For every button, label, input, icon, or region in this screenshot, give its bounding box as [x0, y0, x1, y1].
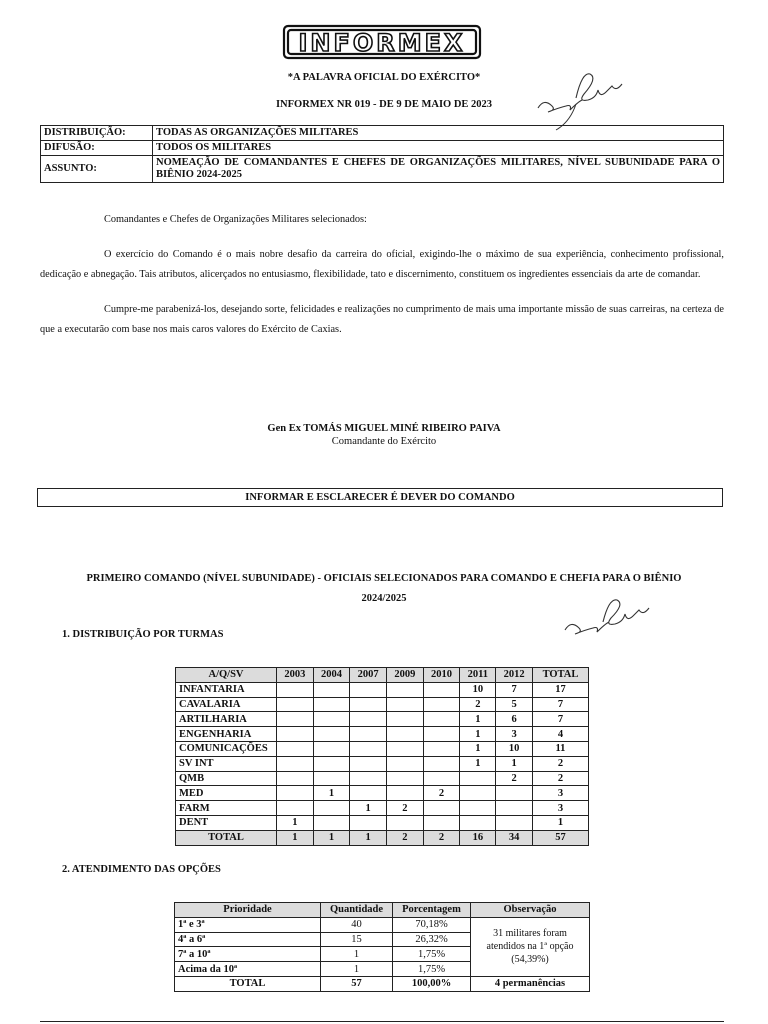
issue-line: INFORMEX NR 019 - DE 9 DE MAIO DE 2023	[275, 99, 493, 110]
table-cell	[277, 741, 314, 756]
table-cell	[313, 756, 350, 771]
row-label: ARTILHARIA	[176, 712, 277, 727]
table-cell	[387, 727, 424, 742]
column-header: 2004	[313, 668, 350, 683]
motto-box: INFORMAR E ESCLARECER É DEVER DO COMANDO	[37, 488, 723, 507]
table-cell: 7ª a 10ª	[175, 947, 321, 962]
table-cell	[350, 682, 387, 697]
section-title-line2: 2024/2025	[361, 593, 407, 604]
row-label: ENGENHARIA	[176, 727, 277, 742]
table-cell	[496, 786, 533, 801]
table-cell	[313, 727, 350, 742]
section-title-line1: PRIMEIRO COMANDO (NÍVEL SUBUNIDADE) - OFICIAIS SELECIONADOS PARA COMANDO E CHEFIA PARA O BIÊNIO	[86, 573, 682, 584]
table-cell: 70,18%	[393, 917, 471, 932]
table-cell	[350, 697, 387, 712]
column-header: 2010	[423, 668, 460, 683]
table-cell	[423, 801, 460, 816]
table-cell	[313, 712, 350, 727]
table-cell	[460, 786, 496, 801]
table-cell: 11	[532, 741, 588, 756]
row-label: QMB	[176, 771, 277, 786]
column-header: Porcentagem	[393, 903, 471, 918]
table-cell: 1	[313, 830, 350, 845]
table-row	[176, 741, 589, 756]
table-cell	[313, 801, 350, 816]
table-row	[175, 917, 590, 932]
table-cell: 40	[321, 917, 393, 932]
table-cell	[277, 801, 314, 816]
signature-mark	[563, 594, 653, 644]
table-cell	[423, 712, 460, 727]
table-row	[176, 815, 589, 830]
table-cell: 2	[460, 697, 496, 712]
table-cell	[423, 771, 460, 786]
table-cell	[277, 712, 314, 727]
table-cell: 6	[496, 712, 533, 727]
table-cell: 2	[532, 756, 588, 771]
table-cell	[277, 771, 314, 786]
table-cell: 16	[460, 830, 496, 845]
table-cell	[277, 727, 314, 742]
table-cell	[313, 741, 350, 756]
slogan: *A PALAVRA OFICIAL DO EXÉRCITO*	[287, 72, 481, 83]
table-cell: 1	[460, 712, 496, 727]
column-header: 2012	[496, 668, 533, 683]
table-cell: 1	[496, 756, 533, 771]
table-row	[176, 786, 589, 801]
row-label: COMUNICAÇÕES	[176, 741, 277, 756]
table-cell: 2	[387, 801, 424, 816]
letter-body	[40, 210, 724, 340]
table-header-row	[175, 903, 590, 918]
table-cell: 1	[277, 815, 314, 830]
table-row	[176, 712, 589, 727]
row-label: DENT	[176, 815, 277, 830]
subheading-turmas: 1. DISTRIBUIÇÃO POR TURMAS	[62, 629, 224, 640]
opcoes-table	[174, 902, 590, 992]
table-cell: 4ª a 6ª	[175, 932, 321, 947]
table-cell: 17	[532, 682, 588, 697]
table-cell: 26,32%	[393, 932, 471, 947]
meta-row-distribution	[41, 126, 724, 141]
table-cell: 1	[532, 815, 588, 830]
column-header: TOTAL	[532, 668, 588, 683]
table-cell: 4	[532, 727, 588, 742]
table-cell: 1	[313, 786, 350, 801]
column-header: A/Q/SV	[176, 668, 277, 683]
meta-value: TODAS AS ORGANIZAÇÕES MILITARES	[153, 126, 724, 141]
table-cell: 1	[350, 830, 387, 845]
meta-key: DIFUSÃO:	[41, 141, 153, 156]
signer-role: Comandante do Exército	[331, 436, 437, 447]
row-label: FARM	[176, 801, 277, 816]
column-header: Quantidade	[321, 903, 393, 918]
table-cell: 3	[532, 801, 588, 816]
table-cell	[313, 771, 350, 786]
signer-block	[0, 422, 768, 448]
column-header: 2007	[350, 668, 387, 683]
table-cell	[423, 741, 460, 756]
table-cell: 4 permanências	[471, 976, 590, 991]
table-cell: 1ª e 3ª	[175, 917, 321, 932]
table-cell: 10	[460, 682, 496, 697]
signer-name: Gen Ex TOMÁS MIGUEL MINÉ RIBEIRO PAIVA	[267, 423, 501, 434]
table-cell	[496, 815, 533, 830]
paragraph-1: O exercício do Comando é o mais nobre desafio da carreira do oficial, exigindo-lhe o máximo de sua experiência, conhecimento profissional, dedicação e abnegação. Tais atributos, alicerçados no entusiasmo, flexibilidade, tato e discernimento, constituem os ingredientes essenciais da arte de comandar.	[40, 249, 724, 280]
table-cell: 1	[350, 801, 387, 816]
table-cell	[350, 771, 387, 786]
table-cell	[460, 801, 496, 816]
table-row	[176, 682, 589, 697]
table-cell: 1,75%	[393, 962, 471, 977]
turmas-body	[176, 682, 589, 845]
observation-cell: 31 militares foram atendidos na 1ª opção (54,39%)	[471, 917, 590, 976]
table-cell: 1	[321, 947, 393, 962]
greeting: Comandantes e Chefes de Organizações Militares selecionados:	[104, 214, 367, 225]
logo-text: INFORMEX	[298, 29, 466, 57]
table-cell: 3	[496, 727, 533, 742]
table-cell: 57	[321, 976, 393, 991]
paragraph-2: Cumpre-me parabenizá-los, desejando sorte, felicidades e realizações no cumprimento de mais uma importante missão de suas carreiras, na certeza de que a executarão com base nos mais caros valores do Exército de Caxias.	[40, 304, 724, 335]
table-cell: 34	[496, 830, 533, 845]
table-cell	[423, 756, 460, 771]
row-label: SV INT	[176, 756, 277, 771]
table-row	[176, 771, 589, 786]
table-header-row	[176, 668, 589, 683]
table-cell: Acima da 10ª	[175, 962, 321, 977]
table-cell	[350, 741, 387, 756]
turmas-table	[175, 667, 589, 846]
table-cell	[350, 756, 387, 771]
table-cell: 2	[423, 786, 460, 801]
table-cell: 1	[460, 727, 496, 742]
meta-value: NOMEAÇÃO DE COMANDANTES E CHEFES DE ORGANIZAÇÕES MILITARES, NÍVEL SUBUNIDADE PARA O BIÊNIO 2024-2025	[153, 156, 724, 183]
table-cell	[350, 712, 387, 727]
table-cell: 1	[277, 830, 314, 845]
meta-row-diffusion	[41, 141, 724, 156]
row-label: INFANTARIA	[176, 682, 277, 697]
table-total-row	[175, 976, 590, 991]
meta-row-subject	[41, 156, 724, 183]
table-cell: 7	[532, 697, 588, 712]
column-header: Observação	[471, 903, 590, 918]
table-cell: 10	[496, 741, 533, 756]
table-cell	[277, 756, 314, 771]
table-cell	[277, 786, 314, 801]
table-cell	[350, 727, 387, 742]
table-cell	[387, 682, 424, 697]
table-cell: 15	[321, 932, 393, 947]
table-cell	[423, 682, 460, 697]
table-cell	[387, 741, 424, 756]
table-cell	[387, 815, 424, 830]
table-cell	[387, 697, 424, 712]
table-cell: 2	[496, 771, 533, 786]
table-cell	[387, 712, 424, 727]
informex-logo	[282, 22, 482, 62]
table-cell	[277, 682, 314, 697]
table-total-row	[176, 830, 589, 845]
meta-key: DISTRIBUIÇÃO:	[41, 126, 153, 141]
row-label: MED	[176, 786, 277, 801]
table-cell	[350, 815, 387, 830]
table-cell	[387, 756, 424, 771]
table-cell: 2	[387, 830, 424, 845]
table-cell	[313, 815, 350, 830]
table-cell: 1	[460, 756, 496, 771]
column-header: 2009	[387, 668, 424, 683]
header-info-table	[40, 125, 724, 183]
table-cell	[423, 815, 460, 830]
table-cell: 100,00%	[393, 976, 471, 991]
table-cell	[460, 815, 496, 830]
table-cell	[423, 697, 460, 712]
table-cell	[460, 771, 496, 786]
meta-value: TODOS OS MILITARES	[153, 141, 724, 156]
column-header: Prioridade	[175, 903, 321, 918]
table-row	[176, 697, 589, 712]
row-label: CAVALARIA	[176, 697, 277, 712]
table-cell	[387, 786, 424, 801]
table-row	[176, 727, 589, 742]
subheading-opcoes: 2. ATENDIMENTO DAS OPÇÕES	[62, 864, 221, 875]
table-cell: 7	[532, 712, 588, 727]
column-header: 2011	[460, 668, 496, 683]
table-cell: TOTAL	[175, 976, 321, 991]
table-row	[176, 756, 589, 771]
table-cell: 5	[496, 697, 533, 712]
table-cell: 3	[532, 786, 588, 801]
table-cell: 1	[460, 741, 496, 756]
table-cell: 57	[532, 830, 588, 845]
table-cell: 7	[496, 682, 533, 697]
table-cell	[313, 682, 350, 697]
table-cell	[313, 697, 350, 712]
table-cell: TOTAL	[176, 830, 277, 845]
table-cell	[496, 801, 533, 816]
table-cell: 1,75%	[393, 947, 471, 962]
table-cell: 1	[321, 962, 393, 977]
meta-key: ASSUNTO:	[41, 156, 153, 183]
page-bottom-rule	[40, 1021, 724, 1022]
table-cell	[277, 697, 314, 712]
table-cell	[387, 771, 424, 786]
table-row	[176, 801, 589, 816]
table-cell: 2	[532, 771, 588, 786]
table-cell	[423, 727, 460, 742]
table-cell: 2	[423, 830, 460, 845]
table-cell	[350, 786, 387, 801]
column-header: 2003	[277, 668, 314, 683]
